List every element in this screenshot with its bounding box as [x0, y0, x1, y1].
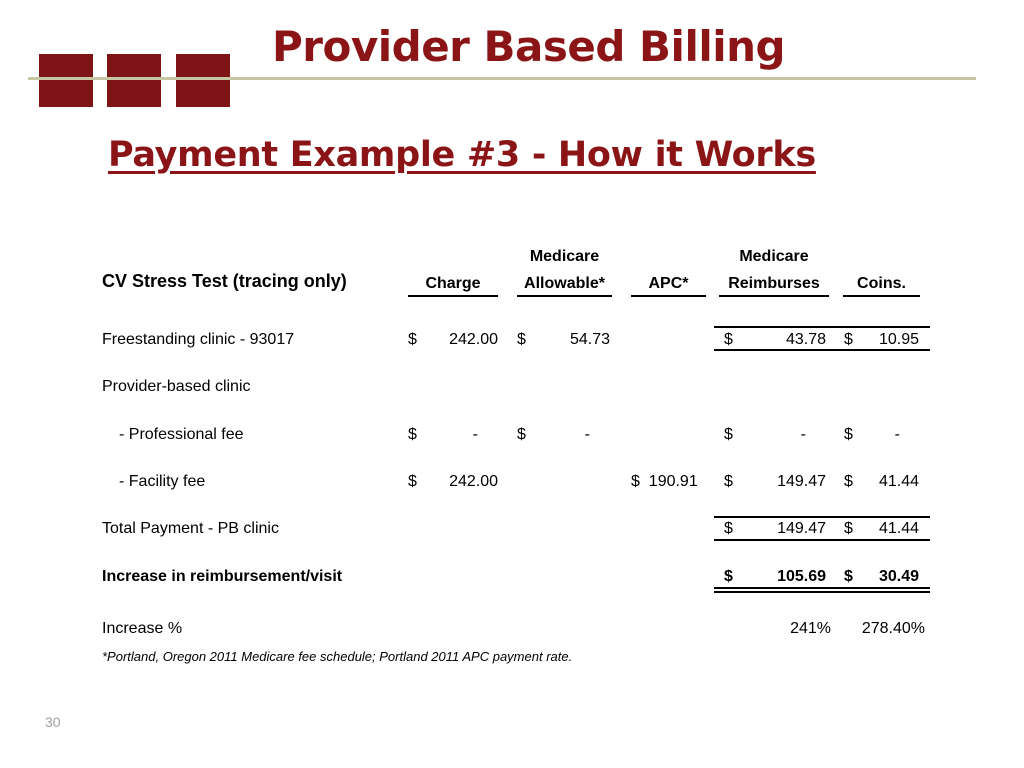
- rule-above-freestanding: [714, 326, 930, 328]
- value-apc: $ 190.91: [631, 473, 698, 490]
- cur: $: [517, 331, 526, 348]
- value-coins: 10.95: [878, 331, 919, 348]
- value-coins: -: [894, 426, 900, 443]
- cur: $: [517, 426, 526, 443]
- header-coins-underline: [843, 295, 920, 297]
- value-reimburses-pct: 241%: [790, 620, 831, 637]
- decor-square-2: [107, 54, 161, 107]
- header-charge: Charge: [425, 275, 481, 292]
- header-reimburses: Reimburses: [728, 275, 820, 292]
- title-rule: [28, 77, 976, 80]
- header-allowable-top: Medicare: [529, 248, 600, 265]
- label-total: Total Payment - PB clinic: [102, 520, 279, 537]
- label-provider-based: Provider-based clinic: [102, 378, 251, 395]
- double-rule-bottom: [714, 591, 930, 593]
- cur: $: [724, 568, 733, 585]
- header-reimburses-top: Medicare: [739, 248, 809, 265]
- rule-below-total: [714, 539, 930, 541]
- value-charge: -: [472, 426, 478, 443]
- value-allowable: -: [584, 426, 590, 443]
- cur: $: [844, 568, 853, 585]
- cur: $: [844, 520, 853, 537]
- cur: $: [724, 331, 733, 348]
- value-charge: 242.00: [449, 331, 498, 348]
- slide-subtitle: Payment Example #3 - How it Works: [108, 135, 816, 175]
- header-apc: APC*: [648, 275, 689, 292]
- cur: $: [724, 473, 733, 490]
- page-number: 30: [45, 714, 61, 730]
- decor-square-3: [176, 54, 230, 107]
- label-freestanding: Freestanding clinic - 93017: [102, 331, 295, 348]
- footnote: *Portland, Oregon 2011 Medicare fee schedule; Portland 2011 APC payment rate.: [102, 649, 573, 664]
- double-rule-top: [714, 587, 930, 589]
- header-allowable-underline: [517, 295, 612, 297]
- slide-title: Provider Based Billing: [272, 22, 786, 71]
- cur: $: [844, 473, 853, 490]
- value-coins: 41.44: [878, 520, 919, 537]
- cur: $: [724, 520, 733, 537]
- value-reimburses: -: [800, 426, 806, 443]
- value-reimburses: 149.47: [777, 473, 826, 490]
- rule-above-total: [714, 516, 930, 518]
- decor-square-1: [39, 54, 93, 107]
- value-reimburses: 43.78: [785, 331, 826, 348]
- value-reimburses: 105.69: [777, 568, 826, 585]
- cur: $: [408, 331, 417, 348]
- header-reimburses-underline: [719, 295, 829, 297]
- cur: $: [844, 331, 853, 348]
- header-allowable: Allowable*: [524, 275, 605, 292]
- value-charge: 242.00: [449, 473, 498, 490]
- value-allowable: 54.73: [569, 331, 610, 348]
- header-charge-underline: [408, 295, 498, 297]
- cur: $: [408, 426, 417, 443]
- label-increase: Increase in reimbursement/visit: [102, 568, 343, 585]
- cur: $: [844, 426, 853, 443]
- value-coins-pct: 278.40%: [861, 620, 925, 637]
- row-header: CV Stress Test (tracing only): [102, 271, 347, 291]
- header-coins: Coins.: [857, 275, 906, 292]
- label-increase-pct: Increase %: [102, 620, 183, 637]
- value-coins: 41.44: [878, 473, 919, 490]
- cur: $: [724, 426, 733, 443]
- rule-below-freestanding: [714, 349, 930, 351]
- cur: $: [408, 473, 417, 490]
- header-apc-underline: [631, 295, 706, 297]
- value-coins: 30.49: [878, 568, 919, 585]
- label-professional: - Professional fee: [119, 426, 244, 443]
- value-reimburses: 149.47: [777, 520, 826, 537]
- label-facility: - Facility fee: [119, 473, 206, 490]
